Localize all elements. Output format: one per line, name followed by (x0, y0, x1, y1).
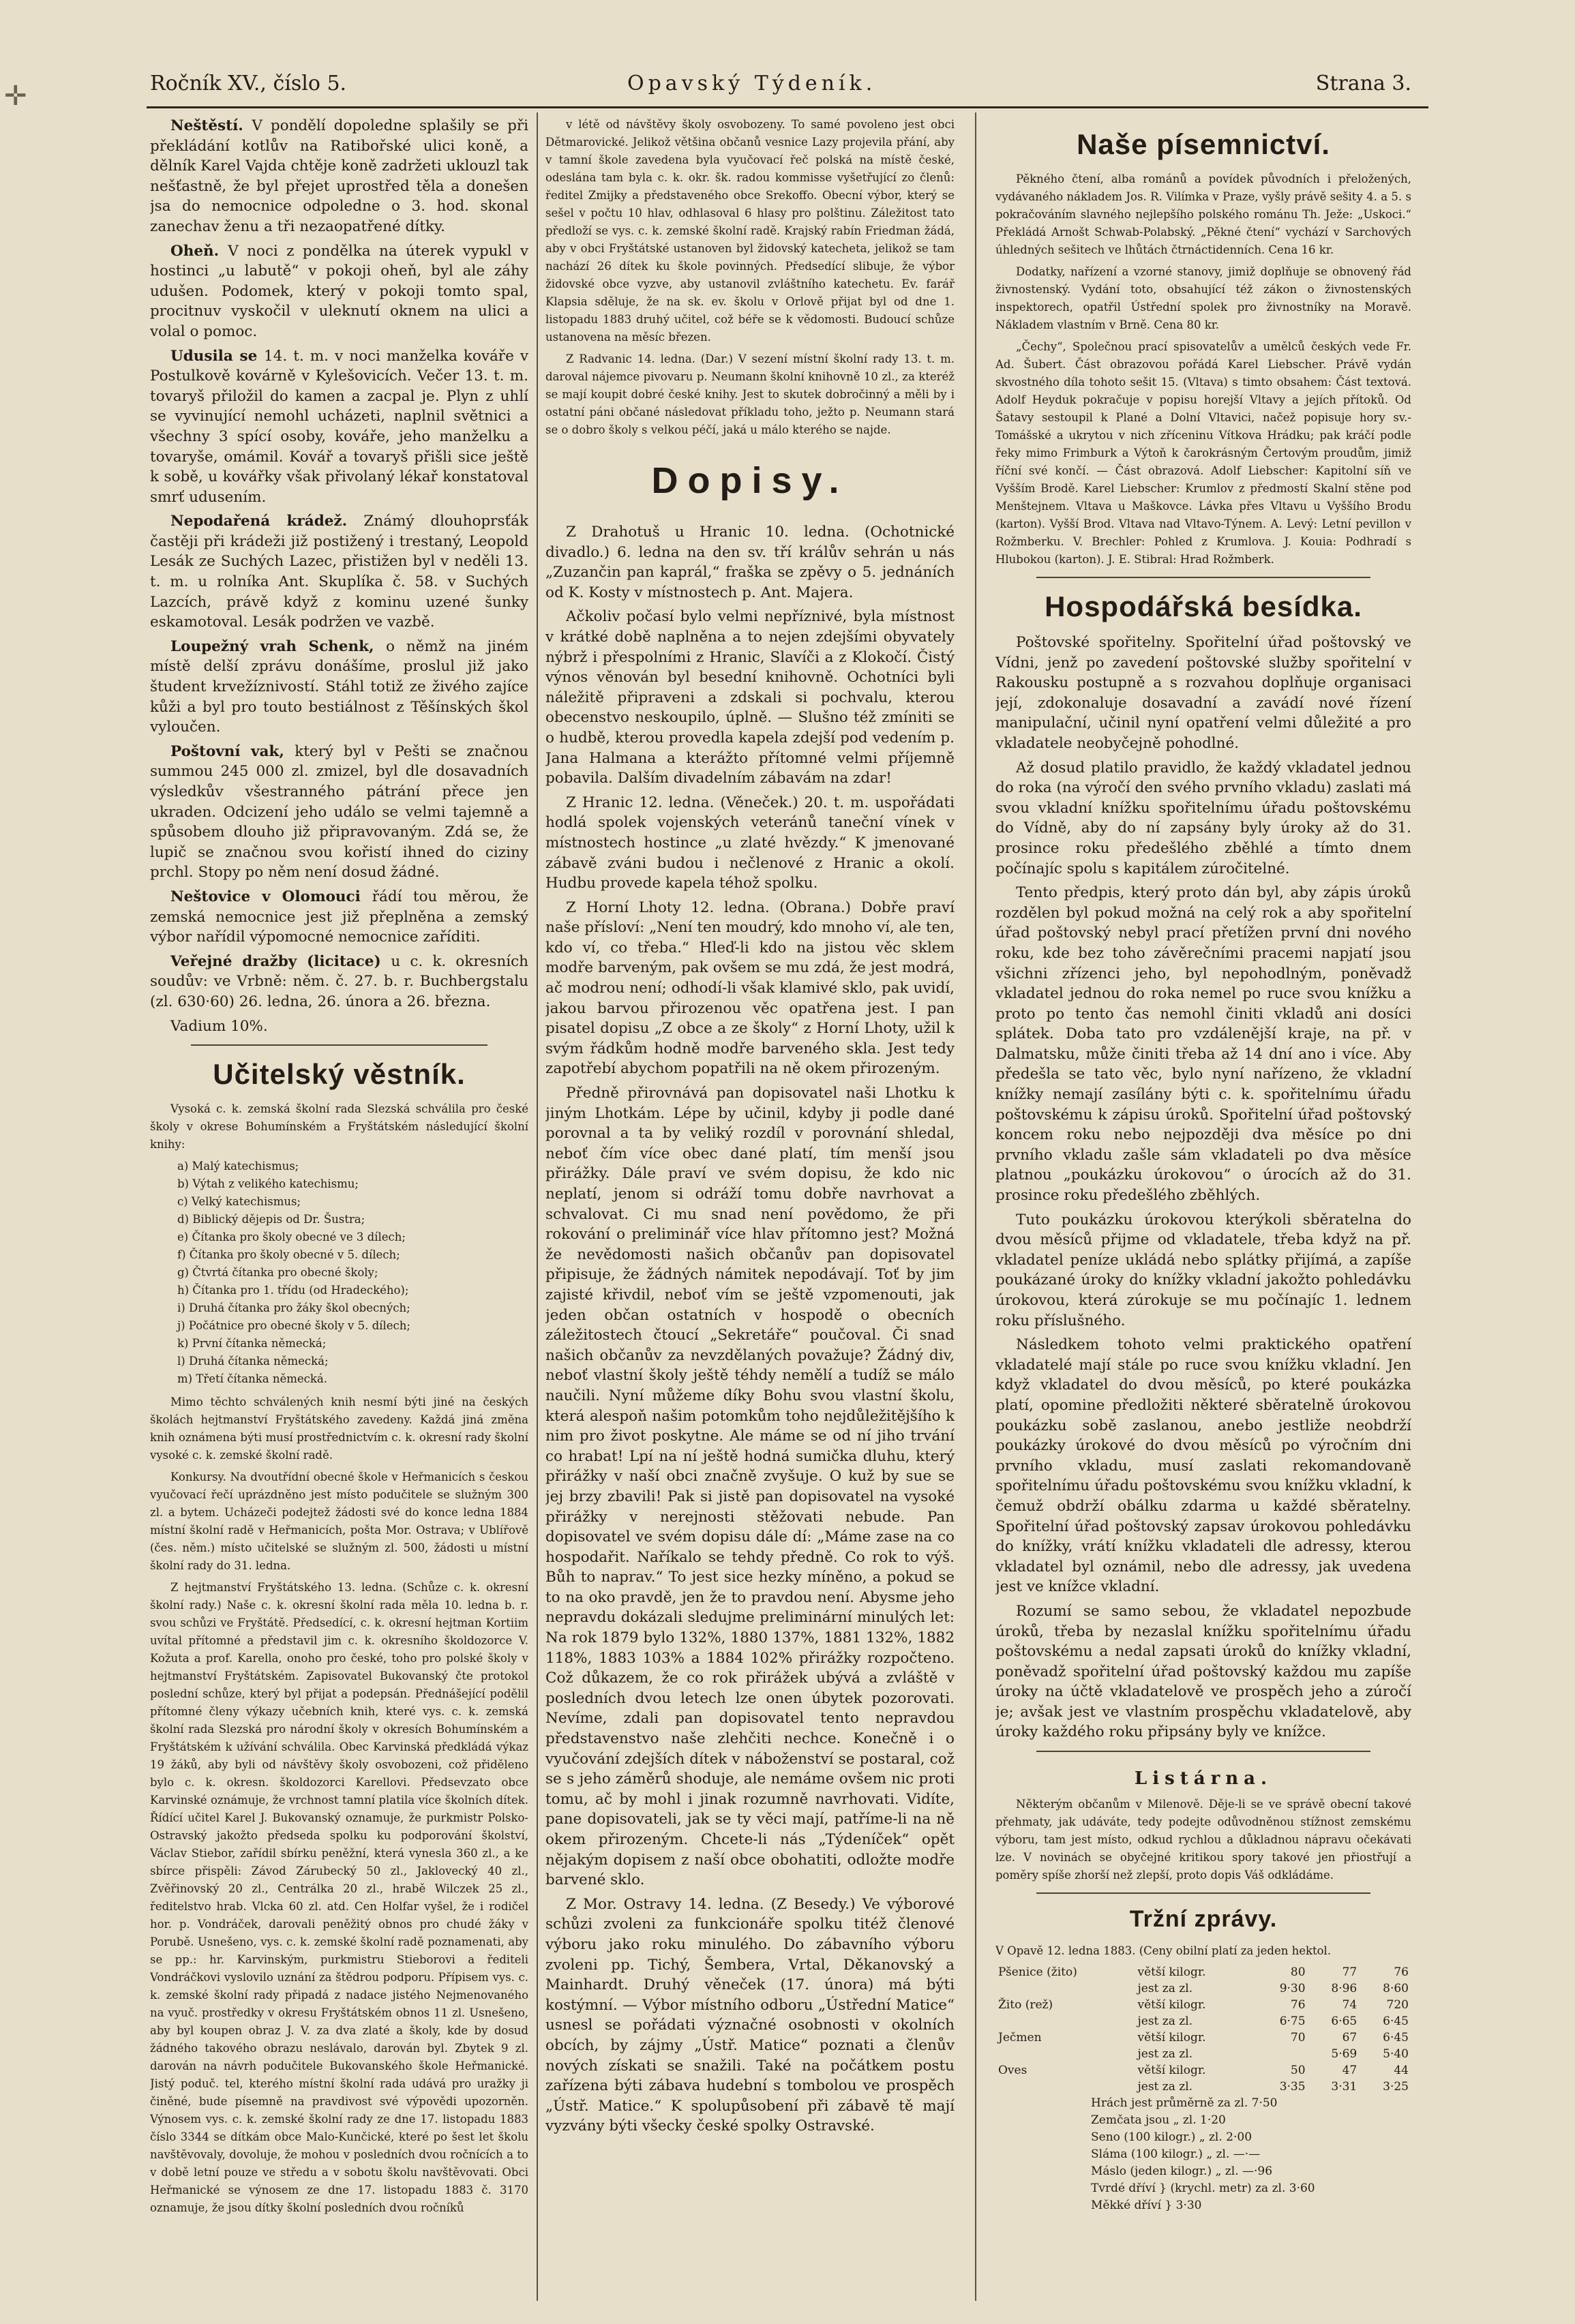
price-cell-item (995, 2013, 1135, 2029)
price-row (995, 2029, 1411, 2046)
price-cell-v3: 720 (1386, 1998, 1409, 2012)
price-row (995, 1997, 1411, 2013)
price-cell-v3: 5·40 (1383, 2047, 1409, 2062)
registration-mark: ✛ (4, 80, 27, 112)
price-cell-item (995, 1980, 1135, 1997)
pisemnictvi-paragraph: Pěkného čtení, alba románů a povídek původních i přeložených, vydávaného nákladem Jos. R. Vilímka v Praze, vyšly právě sešity 4. a 5. s pokračováním slavného nejlepšího polského románu Th. Ježe: „Uskoci.“ Překládá Arnošt Schwab-Polabský. „Pěkné čtení“ vychází v Sarchových úhledných sešitech ve lhůtách čtrnáctidenních. Cena 16 kr. (995, 172, 1411, 256)
news-item-text: řádí tou měrou, že zemská nemocnice jest již přeplněna a zemský výbor nařídil výpomocné nemocnice zaříditi. (150, 888, 528, 946)
continued-text (545, 116, 955, 439)
price-cell-v3: 44 (1394, 2064, 1409, 2078)
ucitelsky-paragraph: Konkursy. Na dvoutřídní obecné škole v Heřmanicích s českou vyučovací řečí uprázdněno jest místo podučitele se služným 300 zl. a bytem. Ucházeči podejtež žádosti své do konce ledna 1884 místní školní radě v Heřmanicích, pošta Mor. Ostrava; v Ublířově (čes. něm.) místo učitelské se služným zl. 500, žádosti u místní školní rady do 31. ledna. (150, 1470, 528, 1573)
price-cell-v1: 80 (1290, 1965, 1306, 1980)
price-cell-v1: 3·35 (1279, 2080, 1306, 2094)
news-item (150, 511, 528, 633)
section-title-dopisy: Dopisy. (651, 460, 849, 501)
news-item-text: 14. t. m. v noci manželka kováře v Postulkově kovárně v Kylešovicích. Večer 13. t. m. tovaryš přiložil do kamen a zacpal je. Plyn z uhlí se vyvinující nemohl ucházeti, naplnil světnici a všechny 3 spící osoby, kováře, jeho manželku a tovaryše, omámil. Kovář a tovaryš přišli sice ještě k sobě, u kovářky však přivolaný lékař konstatoval smrť udusením. (150, 347, 528, 506)
dopis-paragraph: Z Hranic 12. ledna. (Věneček.) 20. t. m. uspořádati hodlá spolek vojenských veteránů taneční vínek v místnostech hostince „u zlaté hvězdy.“ K jmenované zábavě zváni budou i nečlenové z Hranic a okolí. Hudbu provede kapela téhož spolku. (545, 794, 955, 892)
newspaper-title: Opavský Týdeník. (627, 72, 877, 95)
news-item-text: o němž na jiném místě delší zprávu donášíme, proslul již jako študent krvežíznivostí. Stáhl totiž ze živého zajíce kůži a byl pro touto bestiálnost z Těšínských škol vyloučen. (150, 637, 528, 736)
price-cell-item (995, 2079, 1135, 2095)
price-cell-v2: 8·96 (1331, 1982, 1358, 1996)
price-cell-item: Ječmen (998, 2031, 1042, 2045)
section-title-trzni: Tržní zprávy. (1129, 1906, 1278, 1933)
price-cell-v3: 8·60 (1383, 1982, 1409, 1996)
news-item-lead: Udusila se (170, 347, 264, 365)
hospodarska-paragraph: Až dosud platilo pravidlo, že každý vkladatel jednou do roka (na výročí den svého prvního vkladu) zaslati má svou vkladní knížku spořitelnímu úřadu poštovskému do Vídně, aby do ní zapsány byly úroky až do 31. prosince roku předešlého zběhlé a tímto dnem počínajíc spolu s kapitálem zúročitelné. (995, 759, 1411, 877)
section-title-hospodarska: Hospodářská besídka. (1045, 590, 1362, 622)
column-1 (150, 116, 528, 2304)
pisemnictvi-paragraphs (995, 170, 1411, 569)
news-item-lead: Loupežný vrah Schenk, (170, 637, 387, 655)
separator (191, 1044, 487, 1046)
news-item-lead: Nepodařená krádež. (170, 513, 364, 530)
pisemnictvi-paragraph: „Čechy“, Společnou prací spisovatelův a umělců českých vede Fr. Ad. Šubert. Část obrazovou pořádá Karel Liebscher. Právě vydán skvostného díla tohoto sešit 15. (Vltava) s timto obsahem: Část textová. Adolf Heyduk pokračuje v popisu horejší Vltavy a jejích přítoků. Od Šatavy sestoupil k Plané a Dolní Vltavici, načež popisuje hory sv.-Tomášské a ukrytou v nich zříceninu Vítkova Hrádku; pak kráčí podle řeky mimo Frimburk a Výtoň k čarokrásným Čertovým proudům, jimiž říční své končí. — Část obrazová. Adolf Liebscher: Kapitolní síň ve Vyšším Brodě. Karel Liebscher: Krumlov z předmostí Skalní stěne pod Menštejnem. Vltava u Maškovce. Lávka přes Vltavu u Vyššího Brodu (karton). Vyšší Brod. Vltava nad Vltavo-Týnem. A. Levý: Letní pevillon v Rožmberku. V. Brechler: Pohled z Krumlova. J. Kouia: Podhradí s Hlubokou (karton). J. E. Stibral: Hrad Rožmberk. (995, 340, 1411, 566)
book-list-item: l) Druhá čítanka německá; (177, 1355, 329, 1368)
news-item (150, 346, 528, 508)
price-cell-grade: větší kilogr. (1137, 2064, 1206, 2078)
hospodarska-paragraphs (995, 633, 1411, 1742)
column-divider (537, 112, 538, 2301)
book-list-item: b) Výtah z velikého katechismu; (177, 1177, 359, 1191)
listarna-text: Některým občanům v Milenově. Děje-li se ve správě obecní takové přehmaty, jak udáváte, tedy podejte odůvodněnou stížnost zemskému výboru, tam jest místo, odkud rychlou a důkladnou nápravu očekávati lze. V novinách se obyčejné kritikou spory takové jen přiostřují a poměry spíše zhorší než zlepší, proto dopis Váš odkládáme. (995, 1798, 1411, 1882)
price-row (995, 2062, 1411, 2079)
book-list-item: j) Počátnice pro obecné školy v 5. dílech; (177, 1319, 410, 1333)
price-table (995, 1964, 1411, 2095)
price-cell-v1: 50 (1290, 2064, 1306, 2078)
price-cell-v3: 76 (1394, 1965, 1409, 1980)
price-cell-grade: jest za zl. (1137, 1982, 1193, 1996)
hospodarska-paragraph: Tuto poukázku úrokovou kterýkoli sběratelna do dvou měsíců přijme od vkladatele, třeba když na př. vkladatel peníze ukládá nebo splátky přijímá, a zapíše poukázané úroky do knížky vkladní jakožto pohledávku úrokovou, která zúrokuje se mu počínajíc 1. lednem roku příslušného. (995, 1211, 1411, 1329)
news-item-lead: Veřejné dražby (licitace) (170, 952, 391, 970)
news-item-text: V noci z pondělka na úterek vypukl v hostinci „u labutě“ v pokoji oheň, byl ale záhy udušen. Podomek, který v pokoji tomto spal, procitnuv vyskočil v uleknutí oknem na ulici a volal o pomoc. (150, 242, 528, 340)
news-item-text: Vadium 10%. (170, 1017, 268, 1035)
news-item (150, 742, 528, 883)
book-list-item: c) Velký katechismus; (177, 1195, 301, 1209)
hospodarska-paragraph: Následkem tohoto velmi praktického opatření vkladatelé mají stále po ruce svou knížku vkladní. Jen když vkladatel do dvou měsíců, po které poukázka platí, opomine předložiti některé sběratelně úrokovou poukázku sobě zaslanou, anebo jestliže neobdrží poukázky úrokové do dvou měsíců po výročním dni prvního vkladu, musí zaslati rekomandovaně spořitelnímu úřadu poštovskému svou knížku vkladní, k čemuž obdrží obálku zdarma u každé sběratelny. Spořitelní úřad poštovský zapsav úrokovou pohledávku do knížky, vrátí knížku vkladateli dle adressy, kterou vkladatel byl oznámil, nebo dle adressy, jak uvedena jest ve knížce vkladní. (995, 1336, 1411, 1596)
price-row (995, 1980, 1411, 1997)
price-row (995, 2013, 1411, 2029)
book-list-item: k) První čítanka německá; (177, 1337, 327, 1350)
book-list-item: h) Čítanka pro 1. třídu (od Hradeckého); (177, 1284, 409, 1297)
news-item (150, 116, 528, 237)
price-cell-v2: 74 (1342, 1998, 1358, 2012)
dopis-paragraph: Předně přirovnává pan dopisovatel naši Lhotku k jiným Lhotkám. Lépe by učinil, kdyby ji podle dané porovnal a ta by veliký rozdíl v porovnání shledal, neboť čím více obec dané platí, tím menší jsou přirážky. Dále praví ve svém dopisu, že kdo nic neplatí, jenom si odráží tomu dobře navrhovat a schvalovat. Ci mu snad není povědomo, že při rokování o preliminář více hlav přítomno jest? Možná že nevědomosti našich občanův pan dopisovatel připisuje, že žádných námitek nepodávají. Toť by jim zajisté křivdil, neboť vím se ještě vzpomenouti, jak jeden občan ostatních v hospodě o obecních záležitostech čtoucí „Sekretáře“ poučoval. Či snad našich občanův za nevzdělaných považuje? Žádný div, neboť vlastní školy ještě téhdy nemělí a tudíž se málo naučili. Nyní můžeme díky Bohu svou vlastní školu, která alespoň našim potomkům toho nejdůležitějšího k nim pro život poskytne. Ale máme se od ní jiho trvání co hrabat! Lpí na ní ještě hodná sumička dluhu, který přirážky v naší obci značně zvyšuje. O kuž by sue se jej brzy zbavili! Pak si jistě pan dopisovatel na vysoké přirážky v nerejnosti stěžovati nebude. Pan dopisovatel ve svém dopisu dále dí: „Máme zase na co hospodařit. Naříkalo se tehdy předně. Co rok to výš. Bůh to naprav.“ To jest sice hezky míněno, a pokud se to na oko pravdě, jen že to pravdou není. Abysme jeho nepravdu dokázali sledujme preliminární minulých let: Na rok 1879 bylo 132%, 1880 137%, 1881 132%, 1882 118%, 1883 103% a 1884 102% přirážky rozpočteno. Což důkazem, že co rok přirážek ubývá a zvláště v posledních dvou letech lze onen úbytek pozorovati. Nevíme, zdali pan dopisovatel tento nepravdou představenstvo naše zlehčiti nechce. Konečně i o vyučování zdejších dítek v náboženství se postaral, což se s jeho záměrů shoduje, ale nemáme ovšem nic proti tomu, ač by mohl i jinak rozumně navrhovati. Vidíte, pane dopisovateli, jak se ty věci mají, patříme-li na ně okem přirozeným. Chcete-li nás „Týdeníček“ opět nějakým dopisem z naší obce obohatiti, odložte modře barvené sklo. (545, 1085, 955, 1889)
news-item-text: Známý dlouhoprsťák častěji při krádeži již postižený i trestaný, Leopold Lesák ze Suchých Lazec, přistižen byl v neděli 13. t. m. u rolníka Ant. Skuplíka č. 58. v Suchých Lazcích, právě když z kominu uzené šunky eskamotoval. Lesák podržen ve vazbě. (150, 513, 528, 631)
ucitelsky-intro: Vysoká c. k. zemská školní rada Slezská schválila pro české školy v okrese Bohumínském a Fryštátském následující školní knihy: (150, 1102, 528, 1151)
section-title-listarna: Listárna. (1134, 1768, 1273, 1790)
price-row (995, 2046, 1411, 2062)
page-header (150, 72, 1411, 106)
price-cell-item: Žito (rež) (998, 1998, 1053, 2012)
news-item-text: který byl v Pešti se značnou summou 245 000 zl. zmizel, byl dle dosavadních výsledkův všestranného pátrání přece jen ukraden. Odcizení jeho událo se velmi tajemně a spůsobem dlouho již připravovaným. Zdá se, že lupič se značnou svou kořistí ihned do ciziny prchl. Stopy po něm není dosud žádné. (150, 742, 528, 881)
price-extra-line: Máslo (jeden kilogr.) „ zl. —·96 (1091, 2164, 1273, 2179)
dopis-paragraph: Z Mor. Ostravy 14. ledna. (Z Besedy.) Ve výborové schůzi zvoleni za funkcionáře spolku titéž členové výboru jako roku minulého. Do zábavního výboru zvoleni pp. Tichý, Šembera, Vrtal, Děkanovský a Mainhardt. Druhý věneček (17. února) má býti kostýmní. — Výbor místního odboru „Ústřední Matice“ usnesl se pořádati význačné osobnosti v okolních obcích, by zájmy „Ústř. Matice“ poznati a členův nových získati se snažili. Také na počátkem postu zařízena býti zábava hudební s tombolou ve prospěch „Ústř. Matice.“ K spolupůsobení při zábavě tě mají vyzvány býti všecky české spolky Ostravské. (545, 1895, 955, 2135)
section-title-ucitelsky: Učitelský věstník. (213, 1058, 466, 1091)
separator (1036, 1751, 1370, 1752)
news-item (150, 887, 528, 948)
price-cell-grade: jest za zl. (1137, 2047, 1193, 2062)
price-cell-v3: 6·45 (1383, 2014, 1409, 2029)
price-row (995, 1964, 1411, 1980)
price-cell-v2: 6·65 (1331, 2014, 1358, 2029)
price-cell-v2: 5·69 (1331, 2047, 1358, 2062)
news-item (150, 952, 528, 1012)
price-cell-v2: 77 (1342, 1965, 1358, 1980)
hospodarska-paragraph: Tento předpis, který proto dán byl, aby zápis úroků rozdělen byl pokud možná na celý rok a aby spořitelní úřad poštovský nebyl prací přetížen první dni nového roku, kde bez toho závěrečními pracemi napjatí jsou všichni zřízenci jeho, byl nepohodlným, poněvadž vkladatel jednou do roka nemel po ruce svou knížku a proto po tento čas nemohl činiti vkladů ani dosíci splátek. Doba tato pro vzdálenější kraje, na př. v Dalmatsku, může činiti třeba až 14 dní ano i více. Aby předešla se tato věc, bylo nyní nařízeno, že vkladní knížky nemají zasílány býti c. k. spořitelnímu úřadu poštovskému k zápisu úroků. Spořitelní úřad poštovský koncem roku nebo nejpozději dva měsíce po dni prvního vkladu zašle sám vkladateli po dva měsíce platnou „poukázku úrokovou“ o úrocích až do 31. prosince roku předešlého zběhlých. (995, 884, 1411, 1205)
pisemnictvi-paragraph: Dodatky, nařízení a vzorné stanovy, jimiž doplňuje se obnovený řád živnostenský. Vydání toto, obsahující též zákon o živnostenských inspektorech, opatřil Ústřední spolek pro živnostníky na Moravě. Nákladem vlastním v Brně. Cena 80 kr. (995, 265, 1411, 331)
section-title-pisemnictvi: Naše písemnictví. (1077, 128, 1330, 160)
price-cell-v1: 6·75 (1279, 2014, 1306, 2029)
separator (1036, 577, 1370, 578)
price-cell-grade: větší kilogr. (1137, 1998, 1206, 2012)
page-number: Strana 3. (1315, 72, 1411, 95)
ucitelsky-paragraphs (150, 1393, 528, 2217)
trzni-intro: V Opavě 12. ledna 1883. (Ceny obilní platí za jeden hektol. (995, 1944, 1332, 1958)
news-item (150, 1016, 528, 1037)
price-cell-grade: větší kilogr. (1137, 1965, 1206, 1980)
local-news (150, 116, 528, 1036)
price-extra-line: Měkké dříví } 3·30 (1091, 2199, 1202, 2213)
price-cell-item (995, 2046, 1135, 2062)
price-extra-list (995, 2095, 1411, 2214)
continued-paragraph: Z Radvanic 14. ledna. (Dar.) V sezení místní školní rady 13. t. m. daroval nájemce pivovaru p. Neumann školní knihovně 10 zl., za kteréž se mají koupit dobré české knihy. Jest to skutek dobročinný a měli by i ostatní páni občané následovat příkladu toho, ježto p. Neumann stará se o dobro školy s velkou péčí, jaká u málo kterého se najde. (545, 352, 955, 436)
column-3 (995, 116, 1411, 2304)
price-extra-line: Tvrdé dříví } (krychl. metr) za zl. 3·60 (1091, 2182, 1315, 2196)
book-list (177, 1158, 528, 1388)
book-list-item: m) Třetí čítanka německá. (177, 1372, 327, 1386)
price-cell-item: Oves (998, 2064, 1028, 2078)
book-list-item: e) Čítanka pro školy obecné ve 3 dílech; (177, 1231, 406, 1244)
dopis-paragraph: Z Drahotuš u Hranic 10. ledna. (Ochotnické divadlo.) 6. ledna na den sv. tří králův sehrán u nás „Zuzančin pan kaprál,“ fraška se zpěvy o 5. jednáních od K. Kosty v místnostech p. Ant. Majera. (545, 524, 955, 601)
book-list-item: a) Malý katechismus; (177, 1160, 299, 1173)
price-cell-v3: 6·45 (1383, 2031, 1409, 2045)
price-cell-v2: 67 (1342, 2031, 1358, 2045)
price-cell-v1: 70 (1290, 2031, 1306, 2045)
price-cell-item: Pšenice (žito) (998, 1965, 1077, 1980)
price-extra-line: Hrách jest průměrně za zl. 7·50 (1091, 2096, 1278, 2111)
ucitelsky-paragraph: Mimo těchto schválených knih nesmí býti jiné na českých školách hejtmanství Fryštátského zavedeny. Každá jiná změna knih oznámena býti musí prostřednictvím c. k. okresní rady školní vysoké c. k. zemské školní radě. (150, 1395, 528, 1462)
price-cell-v2: 3·31 (1331, 2080, 1358, 2094)
price-cell-v3: 3·25 (1383, 2080, 1409, 2094)
news-item-lead: Poštovní vak, (170, 742, 295, 760)
price-cell-v2: 47 (1342, 2064, 1358, 2078)
column-divider (975, 112, 976, 2301)
issue-number: Ročník XV., číslo 5. (150, 72, 347, 95)
news-item-text: V pondělí dopoledne splašily se při překládání kotlův na Ratibořské ulici koně, a dělník Karel Vajda chtěje koně zadržeti uklouzl tak nešťastně, že byl přejet uprostřed těla a donešen jsa do nemocnice odpoledne o 3. hod. skonal zanechav ženu a tři nezaopatřené dítky. (150, 117, 528, 235)
price-cell-grade: jest za zl. (1137, 2080, 1193, 2094)
news-item-lead: Oheň. (170, 242, 228, 260)
news-item-lead: Neštovice v Olomouci (170, 888, 372, 905)
ucitelsky-paragraph: Z hejtmanství Fryštátského 13. ledna. (Schůze c. k. okresní školní rady.) Naše c. k. okresní školní rada měla 10. ledna b. r. svou schůzi ve Fryštátě. Předsedící, c. k. okresní hejtman Kortiim uvítal přítomné a představil jim c. k. okresního školdozorce V. Kožuta a prof. Karella, onoho pro české, toho pro polské školy v hejtmanství Fryštátském. Zapisovatel Bukovanský čte protokol poslední schůze, který byl přijat a podepsán. Přednášející podělil přítomné členy výkazy učebních knih, které vys. c. k. zemská školní rada Slezská pro národní školy v okresích Bohumínském a Fryštátském k užívání schválila. Obec Karvinská předkládá výkaz 19 žáků, aby byli od návštěvy školy osvobozeni, což přiděleno bylo c. k. okresn. školdozorci Karellovi. Předsevzato obce Karvinské oznámuje, že vrchnost tamní platila více školních dítek. Řídící učitel Karel J. Bukovanský oznamuje, že purkmistr Polsko-Ostravský jakožto předseda spolku ku podporování školství, Václav Stiebor, zařídil sbírku peněžní, která vynesla 360 zl., a ke sbírce přispěli: Závod Zárubecký 50 zl., Jaklovecký 40 zl., Zvěřinovský 20 zl., Centrálka 20 zl., hrabě Wilczek 25 zl., ředitelstvo hrab. Vlcka 60 zl. atd. Cen Holfar vyšel, že i rodičel hor. p. Vondráček, darovali peněžitý obnos pro chudé žáky v Porubě. Usnešeno, vys. c. k. zemské školní radě poznamenati, aby se pp.: hr. Karvinským, purkmistru Stieborovi a řediteli Vondráčkovi vyslovilo uznání za štědrou podporu. Přípisem vys. c. k. zemské školní rady připadá z nadace jistého Nejmenovaného na vyuč. prostředky v okresu Fryštátském obnos 11 zl. Usnešeno, aby byl koupen obraz J. V. za dva zlaté a školy, kde by dosud žádného takového obrazu neslávalo, darován byl. Zbytek 9 zl. darován na návrh podučitele Bukovanského škole Heřmanické. Jistý poduč. tel, kterého místní školní rada udává pro uražky ji činěné, bude písemně na pravdivost své výpovědi upozorněn. Výnosem vys. c. k. zemské školní rady ze dne 17. listopadu 1883 číslo 3344 se dítkám obce Malo-Kunčické, které po šest let školu navštěvovaly, dovoluje, že mohou v posledních dvou ročnících a to v době letní pouze ve středu a v sobotu školu navštěvovati. Obci Heřmanické se výnosem ze dne 17. listopadu 1883 č. 3170 oznamuje, že jsou dítky školní posledních dvou ročníků (150, 1581, 528, 2215)
hospodarska-paragraph: Poštovské spořitelny. Spořitelní úřad poštovský ve Vídni, jenž po zavedení poštovské služby spořitelní v Rakousku postupně a s rozvahou doplňuje organisaci její, zdokonaluje dosavadní a zavádí nové řízení manipulační, učinil nyní opatření velmi důležité a pro vkladatele neobyčejně pohodlné. (995, 634, 1411, 752)
news-item-text: u c. k. okresních soudův: ve Vrbně: něm. č. 27. b. r. Buchbergstalu (zl. 630·60) 26. ledna, 26. února a 26. března. (150, 952, 528, 1010)
price-cell-grade: jest za zl. (1137, 2014, 1193, 2029)
news-item-lead: Neštěstí. (170, 117, 252, 134)
news-item (150, 637, 528, 738)
continued-paragraph: v létě od návštěvy školy osvobozeny. To samé povoleno jest obci Dětmarovické. Jelikož většina občanů vesnice Lazy projevila přání, aby v tamní škole zavedena byla vyučovací řeč polská na místě české, odeslána tam byla c. k. okr. šk. radou kommisse vyšetřující zo členů: ředitel Zmijky a představeného obce Srekoffo. Obecní výbor, který se sešel v počtu 10 hlav, odhlasoval 6 hlasy pro polštinu. Záležitost tato předloží se vys. c. k. zemské školní radě. Krajský rabín Friedman žádá, aby v obci Fryštátské ustanoven byl židovský katecheta, jelikož se tam nachází 26 dítek ku škole povinných. Předsedící slibuje, že výbor židovské obce vyzve, aby ustanovil zvláštního katechetu. Ev. farář Klapsia sděluje, že na sk. ev. školu v Orlově přijat byl od dne 1. listopadu 1883 druhý učitel, což béře se k vědomosti. Budoucí schůze ustanovena na měsíc březen. (545, 118, 955, 344)
price-cell-v1: 9·30 (1279, 1982, 1306, 1996)
price-cell-v1: 76 (1290, 1998, 1306, 2012)
header-rule (147, 106, 1428, 108)
price-cell-v1 (1257, 2046, 1308, 2062)
column-2 (545, 116, 955, 2304)
hospodarska-paragraph: Rozumí se samo sebou, že vkladatel nepozbude úroků, třeba by nezaslal knížku spořitelnímu úřadu poštovskému a nedal zapsati úroků do knížky vkladní, poněvadž spořitelní úřad poštovský každou mu zapíše úroky na účtě vkladatelově ve prospěch jeho a zúročí je; avšak jest ve vlastním prospěchu vkladatelově, aby úroky každého roku připsány byly ve knížce. (995, 1602, 1411, 1741)
news-item (150, 241, 528, 342)
price-extra-line: Seno (100 kilogr.) „ zl. 2·00 (1091, 2130, 1252, 2145)
book-list-item: g) Čtvrtá čítanka pro obecné školy; (177, 1266, 378, 1280)
separator (1036, 1892, 1370, 1894)
price-row (995, 2079, 1411, 2095)
book-list-item: i) Druhá čítanka pro žáky škol obecných; (177, 1301, 410, 1315)
dopis-paragraph: Ačkoliv počasí bylo velmi nepříznivé, byla místnost v krátké době naplněna a to nejen zdejšími obyvately nýbrž i přespolními z Hranic, Slavíči a z Klokočí. Čistý výnos věnován byl besední knihovně. Ochotníci byli náležitě připraveni a zdskali si pochvalu, kterou obecenstvo neskoupilo, úplně. — Slušno též zmíniti se o hudbě, kterou provedla kapela zdejší pod vedením p. Jana Halmana a kterážto přítomné velmi příjemně pobavila. Dalším divadelním zábavám na zdar! (545, 608, 955, 787)
dopis-paragraph: Z Horní Lhoty 12. ledna. (Obrana.) Dobře praví naše přísloví: „Není ten moudrý, kdo mnoho ví, ale ten, kdo ví, co třeba.“ Hleď-li kdo na jistou věc sklem modře barveným, pak ovšem se mu zdá, že jest modrá, ač modrou není; odhodí-li však klamivé sklo, pak uvidí, jakou barvou přirozenou věc opatřena jest. I pan pisatel dopisu „Z obce a ze školy“ z Horní Lhoty, užil k svým řádkům hodně modře barveného skla. Jest tedy zapotřebí abychom popatřili na ně okem přirozeným. (545, 899, 955, 1078)
price-extra-line: Sláma (100 kilogr.) „ zl. —·— (1091, 2147, 1261, 2162)
price-cell-grade: větší kilogr. (1137, 2031, 1206, 2045)
price-extra-line: Zemčata jsou „ zl. 1·20 (1091, 2113, 1226, 2128)
dopisy-letters (545, 522, 955, 2137)
book-list-item: d) Biblický dějepis od Dr. Šustra; (177, 1213, 365, 1226)
book-list-item: f) Čítanka pro školy obecné v 5. dílech; (177, 1248, 400, 1262)
